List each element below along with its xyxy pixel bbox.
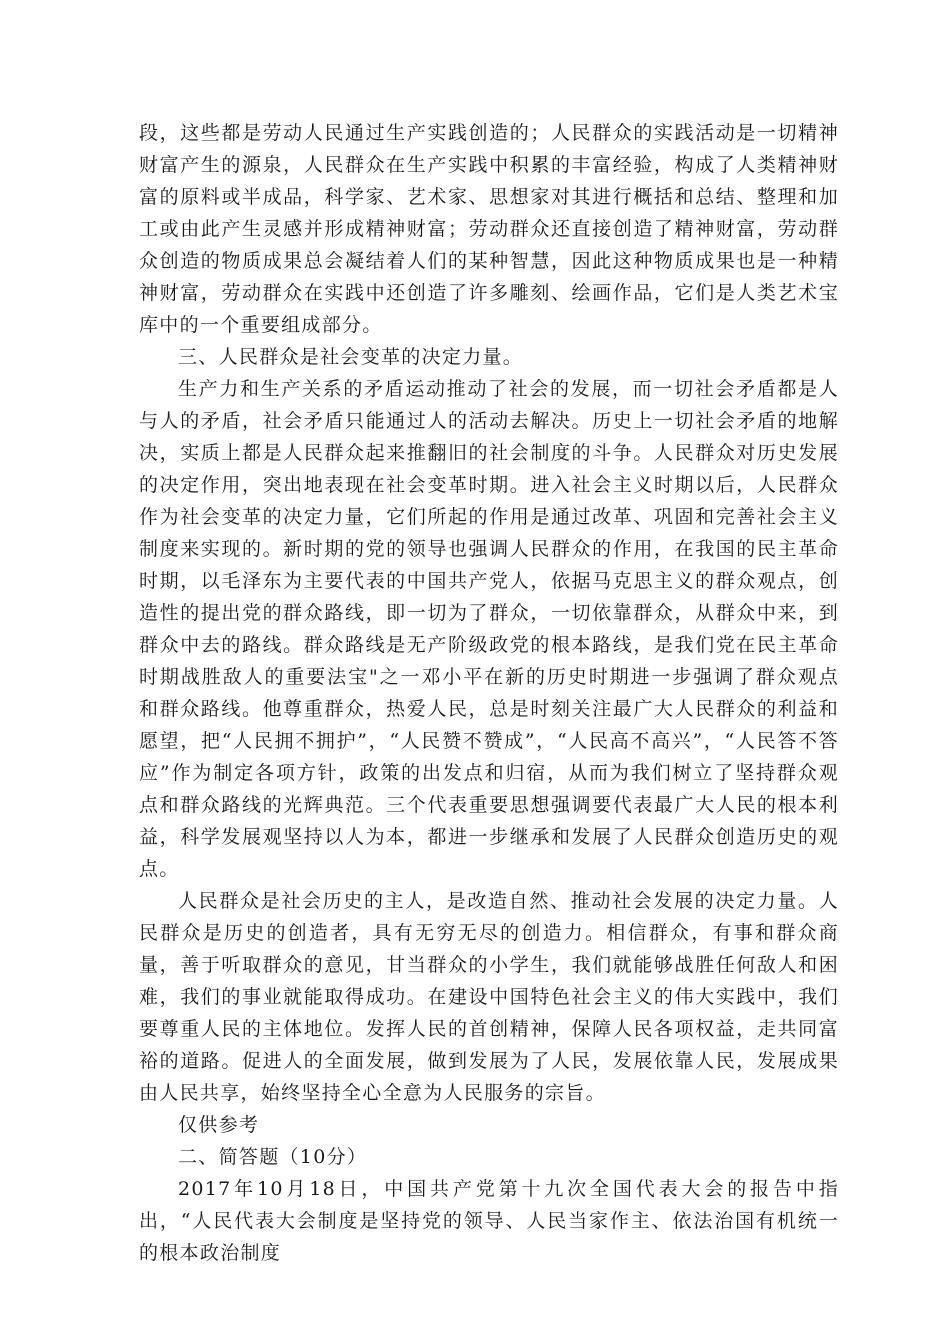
paragraph-masses-masters: 人民群众是社会历史的主人，是改造自然、推动社会发展的决定力量。人民群众是历史的创造者，具有无穷无尽的创造力。相信群众，有事和群众商量，善于听取群众的意见，甘当群众的小学生，我们就能够战胜任何敌人和困难，我们的事业就能取得成功。在建设中国特色社会主义的伟大实践中，我们要尊重人民的主体地位。发挥人民的首创精神，保障人民各项权益，走共同富裕的道路。促进人的全面发展，做到发展为了人民，发展依靠人民，发展成果由人民共享，始终坚持全心全意为人民服务的宗旨。 [139, 890, 839, 1104]
paragraph-social-change: 生产力和生产关系的矛盾运动推动了社会的发展，而一切社会矛盾都是人与人的矛盾，社会矛盾只能通过人的活动去解决。历史上一切社会矛盾的地解决，实质上都是人民群众起来推翻旧的社会制度的斗争。人民群众对历史发展的决定作用，突出地表现在社会变革时期。进入社会主义时期以后，人民群众作为社会变革的决定力量，它们所起的作用是通过改革、巩固和完善社会主义制度来实现的。新时期的党的领导也强调人民群众的作用，在我国的民主革命时期，以毛泽东为主要代表的中国共产党人，依据马克思主义的群众观点，创造性的提出党的群众路线，即一切为了群众，一切依靠群众，从群众中来，到群众中去的路线。群众路线是无产阶级政党的根本路线，是我们党在民主革命时期战胜敌人的重要法宝"之一邓小平在新的历史时期进一步强调了群众观点和群众路线。他尊重群众，热爱人民，总是时刻关注最广大人民群众的利益和愿望，把“人民拥不拥护”，“人民赞不赞成”，“人民高不高兴”，“人民答不答应”作为制定各项方针，政策的出发点和归宿，从而为我们树立了坚持群众观点和群众路线的光辉典范。三个代表重要思想强调要代表最广大人民的根本利益，科学发展观坚持以人为本，都进一步继承和发展了人民群众创造历史的观点。 [139, 378, 839, 880]
document-body [139, 117, 839, 1269]
section-heading-3: 三、人民群众是社会变革的决定力量。 [178, 346, 524, 368]
paragraph-continued: 段，这些都是劳动人民通过生产实践创造的；人民群众的实践活动是一切精神财富产生的源泉，人民群众在生产实践中积累的丰富经验，构成了人类精神财富的原料或半成品，科学家、艺术家、思想家对其进行概括和总结、整理和加工或由此产生灵感并形成精神财富；劳动群众还直接创造了精神财富，劳动群众创造的物质成果总会凝结着人们的某种智慧，因此这种物质成果也是一种精神财富，劳动群众在实践中还创造了许多雕刻、绘画作品，它们是人类艺术宝库中的一个重要组成部分。 [139, 122, 839, 336]
reference-note: 仅供参考 [178, 1114, 260, 1136]
paragraph-question: 2017年10月18日，中国共产党第十九次全国代表大会的报告中指出，“人民代表大会制度是坚持党的领导、人民当家作主、依法治国有机统一的根本政治制度 [139, 1178, 839, 1264]
question-heading: 二、简答题（10分） [178, 1146, 368, 1168]
